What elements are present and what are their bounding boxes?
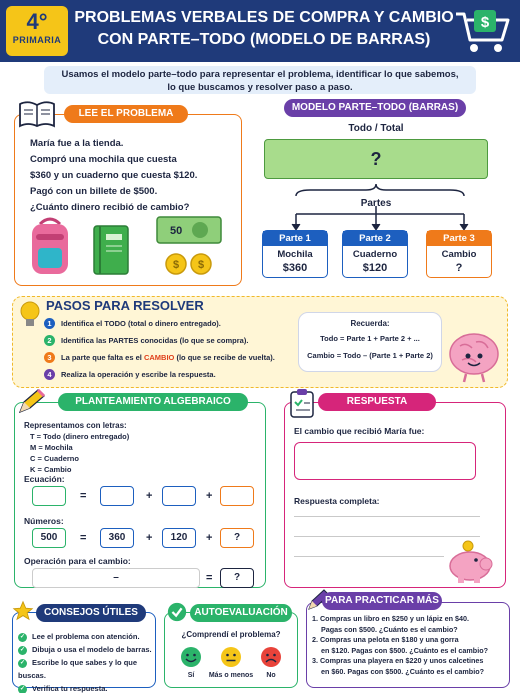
answer-line[interactable] bbox=[294, 516, 480, 517]
equation-box-k[interactable] bbox=[220, 486, 254, 506]
tip-text: Lee el problema con atención. bbox=[32, 632, 140, 641]
practice-line: en $120. Pagas con $500. ¿Cuánto es el cambio? bbox=[321, 645, 488, 655]
check-icon: ✓ bbox=[19, 659, 26, 666]
option-label: No bbox=[266, 672, 276, 679]
equation-box-t[interactable] bbox=[32, 486, 66, 506]
pencil-icon bbox=[16, 388, 46, 416]
number-part-2: 120 bbox=[162, 528, 196, 548]
check-icon: ✓ bbox=[19, 685, 26, 692]
problem-title: LEE EL PROBLEMA bbox=[64, 105, 188, 123]
clipboard-icon bbox=[288, 388, 316, 418]
model-title: MODELO PARTE–TODO (BARRAS) bbox=[284, 99, 466, 117]
problem-line: Compró una mochila que cuesta bbox=[30, 154, 177, 165]
number-part-1: 360 bbox=[100, 528, 134, 548]
answer-line[interactable] bbox=[294, 536, 480, 537]
practice-line: Pagas con $500. ¿Cuánto es el cambio? bbox=[321, 624, 458, 634]
check-badge-icon bbox=[166, 601, 188, 623]
problem-text bbox=[30, 136, 240, 216]
coin-symbol: $ bbox=[172, 259, 180, 271]
equals-sign: = bbox=[80, 490, 87, 502]
brain-mascot-icon bbox=[446, 330, 502, 384]
remember-line-1: Todo = Parte 1 + Parte 2 + ... bbox=[320, 334, 420, 343]
coin-symbol: $ bbox=[197, 259, 205, 271]
step-text: La parte que falta es el bbox=[61, 353, 144, 362]
answer-question: El cambio que recibió María fue: bbox=[294, 426, 425, 436]
step-text: Identifica el TODO (total o dinero entregado). bbox=[61, 319, 221, 328]
brace-connector bbox=[280, 182, 480, 232]
steps-title: PASOS PARA RESOLVER bbox=[46, 298, 204, 313]
tip-text: Escribe lo que sabes y lo que buscas. bbox=[18, 658, 138, 680]
equation-label: Ecuación: bbox=[24, 474, 65, 484]
piggy-bank-icon bbox=[446, 540, 496, 584]
step-text: (lo que se recibe de vuelta). bbox=[174, 353, 275, 362]
equals-sign: = bbox=[206, 572, 213, 584]
grade-number: 4° bbox=[26, 9, 48, 34]
sad-face-icon[interactable] bbox=[260, 646, 282, 668]
numbers-label: Números: bbox=[24, 516, 64, 526]
plus-sign: + bbox=[146, 532, 153, 544]
variables-list bbox=[24, 420, 224, 475]
page-title bbox=[74, 7, 454, 51]
step-number: 2 bbox=[44, 335, 55, 346]
practice-line: en $60. Pagas con $500. ¿Cuánto es el cambio? bbox=[321, 666, 484, 676]
title-line-1: PROBLEMAS VERBALES DE COMPRA Y CAMBIO bbox=[74, 9, 454, 26]
total-label: Todo / Total bbox=[348, 123, 404, 134]
backpack-icon bbox=[26, 214, 74, 278]
remember-bubble bbox=[298, 312, 442, 372]
cart-dollar: $ bbox=[480, 14, 490, 31]
step-number: 3 bbox=[44, 352, 55, 363]
notebook-icon bbox=[90, 224, 130, 276]
answer-title: RESPUESTA bbox=[318, 393, 436, 411]
open-book-icon bbox=[18, 100, 56, 128]
remember-title: Recuerda: bbox=[350, 319, 390, 328]
operation-result: ? bbox=[220, 568, 254, 588]
plus-sign: + bbox=[206, 490, 213, 502]
part-header: Parte 3 bbox=[427, 231, 491, 246]
part-label: Cuaderno bbox=[352, 249, 398, 260]
problem-line: ¿Cuánto dinero recibió de cambio? bbox=[30, 202, 190, 213]
intro-box bbox=[44, 66, 476, 94]
number-total: 500 bbox=[32, 528, 66, 548]
part-2-box bbox=[342, 230, 408, 278]
step-item bbox=[44, 352, 275, 364]
total-bar: ? bbox=[264, 139, 488, 179]
part-1-box bbox=[262, 230, 328, 278]
practice-line: 2. Compras una pelota en $180 y una gorra bbox=[312, 635, 459, 644]
part-header: Parte 1 bbox=[263, 231, 327, 246]
grade-label: PRIMARIA bbox=[12, 35, 62, 45]
step-item bbox=[44, 335, 248, 347]
plus-sign: + bbox=[206, 532, 213, 544]
part-3-box bbox=[426, 230, 492, 278]
algebra-title: PLANTEAMIENTO ALGEBRAICO bbox=[58, 393, 248, 411]
grade-badge bbox=[6, 6, 68, 56]
variables-intro: Representamos con letras: bbox=[24, 421, 127, 430]
problem-line: Pagó con un billete de $500. bbox=[30, 186, 158, 197]
variable-item: C = Cuaderno bbox=[30, 454, 79, 463]
tip-item bbox=[18, 643, 158, 656]
step-number: 4 bbox=[44, 369, 55, 380]
practice-line: 1. Compras un libro en $250 y un lápiz en $40. bbox=[312, 614, 469, 623]
part-label: Mochila bbox=[277, 249, 313, 260]
practice-title: PARA PRACTICAR MÁS bbox=[322, 592, 442, 610]
happy-face-icon[interactable] bbox=[180, 646, 202, 668]
tip-item bbox=[18, 630, 158, 643]
variable-item: K = Cambio bbox=[30, 465, 72, 474]
tip-text: Verifica tu respuesta. bbox=[32, 684, 108, 693]
number-unknown: ? bbox=[220, 528, 254, 548]
neutral-face-icon[interactable] bbox=[220, 646, 242, 668]
part-value: $120 bbox=[362, 262, 388, 274]
part-value: ? bbox=[455, 262, 463, 274]
problem-line: $360 y un cuaderno que cuesta $120. bbox=[30, 170, 198, 181]
tip-text: Dibuja o usa el modelo de barras. bbox=[32, 645, 152, 654]
step-highlight: CAMBIO bbox=[143, 353, 175, 362]
step-text: Realiza la operación y escribe la respuesta. bbox=[61, 370, 216, 379]
check-icon: ✓ bbox=[19, 646, 26, 653]
step-item bbox=[44, 318, 221, 330]
parts-label: Partes bbox=[360, 198, 392, 209]
practice-line: 3. Compras una playera en $220 y unos calcetines bbox=[312, 656, 484, 665]
answer-line[interactable] bbox=[294, 556, 444, 557]
part-value: $360 bbox=[282, 262, 308, 274]
step-text: Identifica las PARTES conocidas (lo que se compra). bbox=[61, 336, 249, 345]
title-line-2: CON PARTE–TODO (MODELO DE BARRAS) bbox=[97, 31, 431, 48]
tip-item bbox=[18, 682, 158, 693]
equation-box-m[interactable] bbox=[100, 486, 134, 506]
problem-line: María fue a la tienda. bbox=[30, 138, 124, 149]
intro-line-1: Usamos el modelo parte–todo para representar el problema, identificar lo que sabemos, bbox=[61, 69, 459, 80]
part-label: Cambio bbox=[441, 249, 477, 260]
variable-item: M = Mochila bbox=[30, 443, 73, 452]
operation-label: Operación para el cambio: bbox=[24, 556, 131, 566]
self-question: ¿Comprendí el problema? bbox=[181, 630, 281, 639]
banknote-icon bbox=[156, 216, 222, 244]
answer-input[interactable] bbox=[294, 442, 476, 480]
plus-sign: + bbox=[146, 490, 153, 502]
complete-answer-label: Respuesta completa: bbox=[294, 496, 380, 506]
practice-item bbox=[312, 635, 508, 656]
tips-title: CONSEJOS ÚTILES bbox=[36, 604, 146, 622]
remember-line-2: Cambio = Todo – (Parte 1 + Parte 2) bbox=[307, 351, 433, 360]
practice-item bbox=[312, 656, 508, 677]
practice-list bbox=[312, 614, 508, 677]
part-header: Parte 2 bbox=[343, 231, 407, 246]
tips-list bbox=[18, 630, 158, 693]
equals-sign: = bbox=[80, 532, 87, 544]
equation-box-c[interactable] bbox=[162, 486, 196, 506]
step-item bbox=[44, 369, 216, 381]
operation-box[interactable] bbox=[32, 568, 200, 588]
shopping-cart-icon bbox=[454, 8, 514, 56]
option-label: Sí bbox=[187, 672, 195, 679]
star-icon bbox=[12, 600, 34, 622]
variable-item: T = Todo (dinero entregado) bbox=[30, 432, 130, 441]
step-number: 1 bbox=[44, 318, 55, 329]
self-assessment-title: AUTOEVALUACIÓN bbox=[190, 604, 292, 622]
coins-icon bbox=[164, 252, 214, 276]
bill-value: 50 bbox=[170, 225, 183, 237]
intro-line-2: lo que buscamos y resolver paso a paso. bbox=[167, 82, 353, 93]
practice-item bbox=[312, 614, 508, 635]
minus-sign: – bbox=[113, 572, 119, 583]
tip-item bbox=[18, 656, 158, 682]
lightbulb-icon bbox=[18, 300, 42, 330]
option-label: Más o menos bbox=[208, 672, 254, 679]
check-icon: ✓ bbox=[19, 633, 26, 640]
